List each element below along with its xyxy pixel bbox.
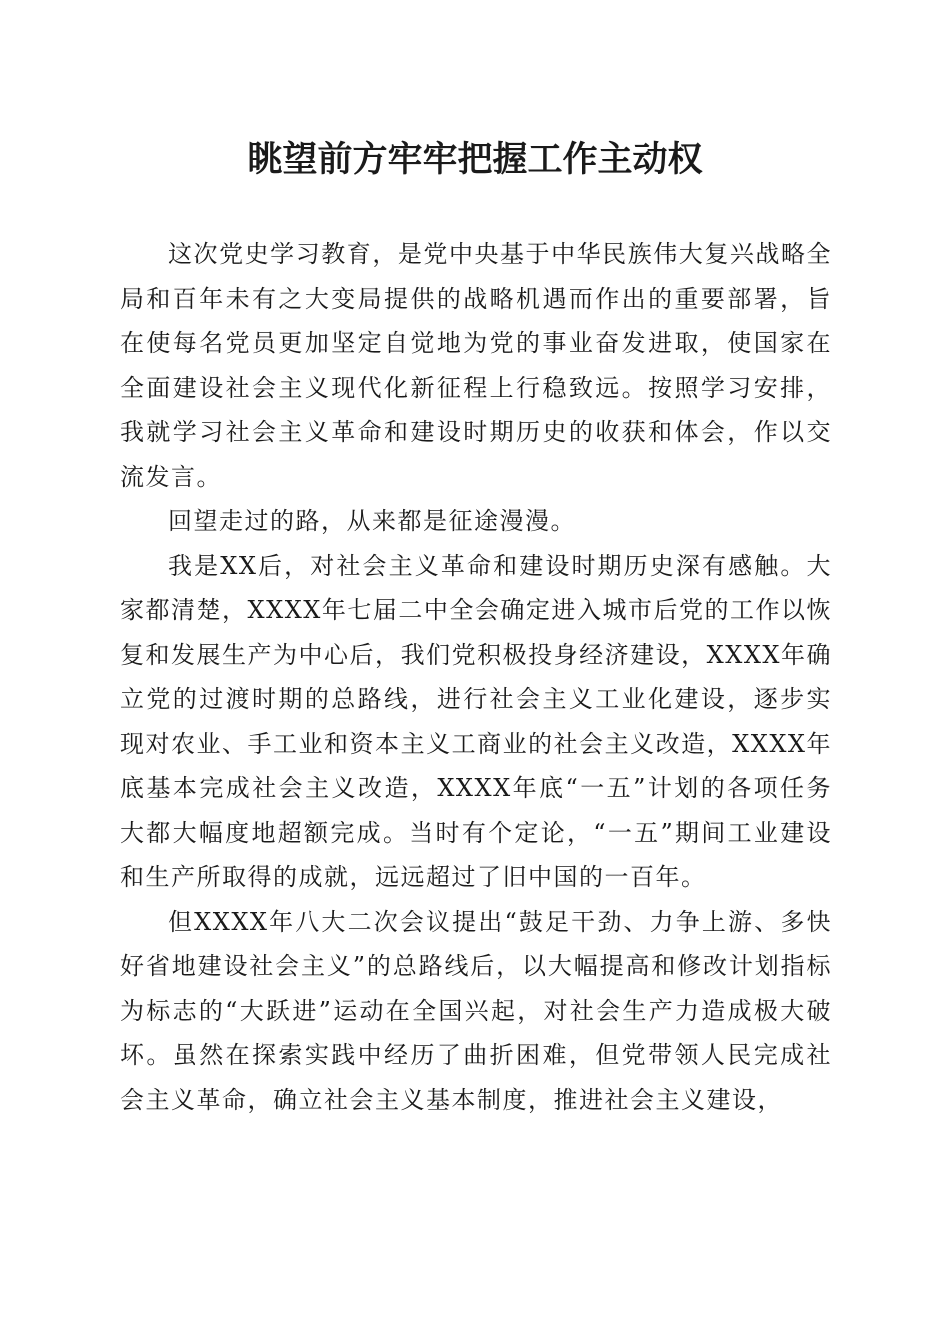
- paragraph-review: 回望走过的路，从来都是征途漫漫。: [168, 507, 576, 535]
- paragraph-great-leap: 但XXXX年八大二次会议提出“鼓足干劲、力争上游、多快好省地建设社会主义”的总路线后，以大幅提高和修改计划指标为标志的“大跃进”运动在全国兴起，对社会生产力造成极大破坏。虽然在探索实践中经历了曲折困难，但党带领人民完成社会主义革命，确立社会主义基本制度，推进社会主义建设，: [120, 907, 832, 1114]
- document-body: [120, 232, 832, 1122]
- paragraph-intro: 这次党史学习教育，是党中央基于中华民族伟大复兴战略全局和百年未有之大变局提供的战略机遇而作出的重要部署，旨在使每名党员更加坚定自觉地为党的事业奋发进取，使国家在全面建设社会主义现代化新征程上行稳致远。按照学习安排，我就学习社会主义革命和建设时期历史的收获和体会，作以交流发言。: [120, 240, 832, 491]
- document-title: 眺望前方牢牢把握工作主动权: [247, 140, 703, 180]
- paragraph-history: 我是XX后，对社会主义革命和建设时期历史深有感触。大家都清楚，XXXX年七届二中全会确定进入城市后党的工作以恢复和发展生产为中心后，我们党积极投身经济建设，XXXX年确立党的过渡时期的总路线，进行社会主义工业化建设，逐步实现对农业、手工业和资本主义工商业的社会主义改造，XXXX年底基本完成社会主义改造，XXXX年底“一五”计划的各项任务大都大幅度地超额完成。当时有个定论，“一五”期间工业建设和生产所取得的成就，远远超过了旧中国的一百年。: [120, 551, 832, 891]
